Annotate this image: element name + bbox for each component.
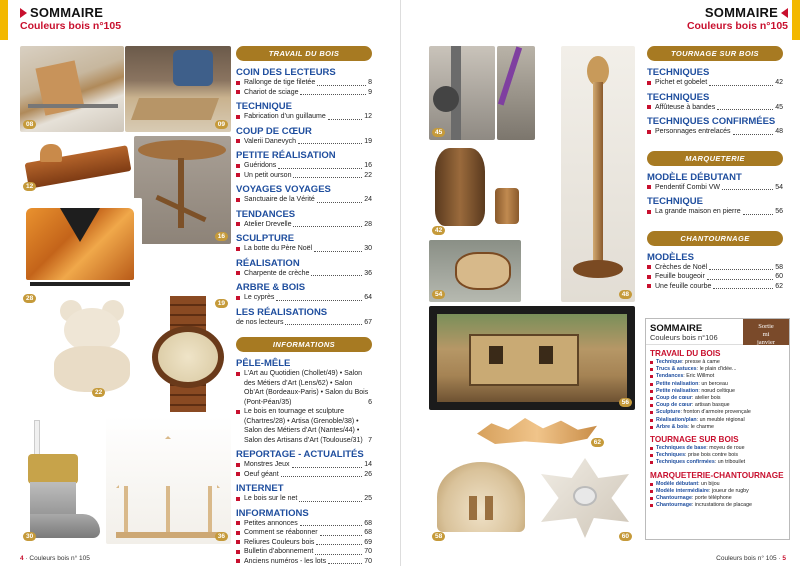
release-badge-line: Sortie (758, 323, 774, 330)
toc-group (236, 233, 372, 254)
photo-number: 48 (619, 290, 632, 299)
next-issue-item-key: Petite réalisation (656, 380, 699, 387)
toc-group (236, 258, 372, 279)
toc-entry-label: Le bois sur le net (244, 495, 298, 502)
toc-entry-label: La grande maison en pierre (655, 208, 741, 215)
next-issue-item (646, 359, 789, 366)
next-issue-item-text: : le charme (687, 423, 714, 430)
next-issue-item-key: Coup de cœur (656, 395, 692, 402)
toc-group (647, 172, 783, 193)
toc-group-title: MODÈLE DÉBUTANT (647, 171, 742, 183)
photo-number: 30 (23, 532, 36, 541)
photo-rabbet-plane (20, 136, 132, 194)
bullet-icon (650, 390, 653, 393)
toc-entry-label: Affûteuse à bandes (655, 103, 716, 111)
next-issue-item (646, 452, 789, 459)
toc-entry[interactable] (236, 269, 372, 279)
next-issue-item (646, 388, 789, 395)
photo-number: 54 (432, 290, 445, 299)
bullet-icon (650, 454, 653, 457)
toc-group-title: TECHNIQUES CONFIRMÉES (647, 116, 776, 127)
bullet-icon (650, 375, 653, 378)
toc-entry-label: de nos lecteurs (236, 318, 284, 326)
toc-entry[interactable] (236, 195, 372, 205)
next-issue-item-text: : un bijou (698, 480, 720, 487)
next-issue-item (646, 409, 789, 416)
bullet-icon (236, 296, 240, 300)
bullet-icon (650, 361, 653, 364)
photo-sawing-sled (125, 46, 231, 132)
toc-entry[interactable] (647, 78, 783, 88)
bullet-icon (647, 265, 651, 269)
toc-group-title: INFORMATIONS (236, 507, 309, 519)
toc-entry[interactable] (647, 183, 783, 193)
toc-group (236, 508, 372, 566)
toc-entry[interactable] (236, 494, 372, 504)
section-banner: TRAVAIL DU BOIS (236, 46, 372, 61)
arrow-right-icon (20, 8, 27, 18)
next-issue-item-key: Petite réalisation (656, 387, 699, 394)
toc-group-title: INTERNET (236, 483, 284, 494)
photo-number: 28 (23, 294, 36, 303)
next-issue-item-key: Tendances (656, 373, 684, 380)
next-issue-item (646, 424, 789, 431)
toc-group-title: PÊLE-MÊLE (236, 358, 291, 369)
bullet-icon (236, 271, 240, 275)
photo-santa-boot (20, 414, 104, 544)
toc-group-title: PETITE RÉALISATION (236, 150, 336, 161)
bullet-icon (236, 540, 240, 544)
next-issue-item-text: : prise bois contre bois (685, 452, 739, 459)
bullet-icon (236, 115, 240, 119)
toc-entry-label: Feuille bougeoir (655, 273, 705, 280)
toc-entry-label: Anciens numéros - les lots (244, 557, 327, 565)
bullet-icon (650, 490, 653, 493)
toc-group-title: COIN DES LECTEURS (236, 67, 336, 78)
next-issue-item (646, 417, 789, 424)
toc-group-title: COUP DE CŒUR (236, 125, 312, 137)
release-badge (743, 319, 789, 345)
toc-entry-label: Chariot de sciage (244, 88, 299, 96)
next-issue-item-text: : Eric Willmot (683, 373, 715, 380)
photo-intertwined-figures (561, 46, 635, 302)
toc-entry-page: 70 (364, 548, 372, 555)
toc-entry[interactable] (236, 547, 372, 557)
toc-entry-label: Rallonge de tige filetée (244, 79, 316, 86)
bullet-icon (647, 210, 651, 214)
photo-belt-sharpener (429, 46, 495, 140)
bullet-icon (236, 173, 240, 177)
toc-entry-page: 54 (775, 183, 783, 191)
toc-entry-page: 48 (775, 128, 783, 135)
toc-group (236, 184, 372, 205)
toc-entry-page: 26 (364, 470, 372, 478)
bullet-icon (647, 105, 651, 109)
next-issue-item (646, 495, 789, 502)
photo-number: 36 (215, 532, 228, 541)
bullet-icon (647, 81, 651, 85)
toc-group (647, 92, 783, 113)
section-banner: CHANTOURNAGE (647, 231, 783, 246)
toc-group-title: MODÈLES (647, 251, 694, 263)
next-issue-item (646, 502, 789, 509)
photo-number: 08 (23, 120, 36, 129)
page-title: SOMMAIRE (30, 5, 104, 20)
photo-teddy-bear (40, 294, 144, 400)
bullet-icon (236, 559, 240, 563)
toc-entry[interactable] (236, 519, 372, 529)
photo-number: 12 (23, 182, 36, 191)
toc-group (647, 116, 783, 137)
photo-number: 60 (619, 532, 632, 541)
photo-number: 19 (215, 299, 228, 308)
toc-group-title: RÉALISATION (236, 257, 300, 269)
toc-entry[interactable] (647, 207, 783, 217)
bullet-icon (236, 550, 240, 554)
toc-entry-page: 60 (775, 273, 783, 280)
toc-group-title: SCULPTURE (236, 233, 295, 244)
bullet-icon (236, 531, 240, 535)
next-issue-item (646, 381, 789, 388)
toc-entry-label: Pichet et gobelet (655, 79, 708, 86)
bullet-icon (236, 472, 240, 476)
toc-entry-page: 25 (364, 495, 372, 502)
toc-entry-page: 42 (775, 79, 783, 86)
toc-entry-page: 58 (775, 263, 783, 271)
toc-entry[interactable] (236, 171, 372, 181)
toc-entry-page: 16 (364, 162, 372, 169)
toc-entry[interactable] (647, 127, 783, 137)
toc-paragraph[interactable] (236, 407, 372, 445)
toc-group-title: TECHNIQUES (647, 67, 710, 78)
next-issue-item (646, 488, 789, 495)
toc-entry-page: 64 (364, 294, 372, 301)
toc-entry[interactable] (236, 220, 372, 230)
bullet-icon (650, 397, 653, 400)
next-issue-item-text: : joueur de rugby (709, 487, 749, 494)
bullet-icon (650, 383, 653, 386)
next-issue-item-text: : un tribouilet (714, 459, 746, 466)
toc-entry[interactable] (236, 78, 372, 88)
next-issue-section-title: TOURNAGE SUR BOIS (650, 435, 739, 445)
next-issue-section-title: MARQUETERIE-CHANTOURNAGE (650, 470, 784, 480)
photo-number: 42 (432, 226, 445, 235)
next-issue-item-text: : moyeu de roue (706, 445, 745, 452)
photo-nativity-frame (106, 416, 231, 544)
toc-entry[interactable] (236, 137, 372, 147)
photo-nativity-scene (429, 452, 533, 544)
toc-entry[interactable] (236, 557, 372, 566)
next-issue-item-key: Modèle intermédiaire (656, 487, 709, 494)
toc-group (236, 67, 372, 97)
footer-page-number: 5 (782, 555, 786, 562)
photo-number: 56 (619, 398, 632, 407)
toc-entry[interactable] (236, 528, 372, 538)
toc-entry[interactable] (236, 88, 372, 98)
toc-entry-label: Personnages entrelacés (655, 128, 731, 135)
toc-group (236, 150, 372, 180)
bullet-icon (236, 521, 240, 525)
toc-group (236, 209, 372, 230)
next-issue-item-text: : fronton d’armoire provençale (680, 409, 751, 416)
page-tab (0, 0, 8, 40)
toc-group-title: TECHNIQUE (647, 196, 703, 207)
toc-entry-page: 14 (364, 461, 372, 468)
footer-text: Couleurs bois n° 105 (29, 555, 90, 562)
toc-group (647, 196, 783, 217)
photo-number: 62 (591, 438, 604, 447)
page-footer: Couleurs bois n° 105 · 5 (716, 555, 786, 562)
bullet-icon (650, 419, 653, 422)
next-issue-title: SOMMAIRE (650, 323, 703, 334)
release-badge-line: mi (762, 331, 770, 338)
bullet-icon (650, 426, 653, 429)
toc-entry[interactable] (236, 244, 372, 254)
section-banner: INFORMATIONS (236, 337, 372, 352)
footer-text: Couleurs bois n° 105 (716, 555, 777, 562)
toc-entry-label: Le cyprès (244, 294, 275, 301)
toc-group-title: TENDANCES (236, 208, 296, 220)
page-subtitle: Couleurs bois n°105 (20, 20, 122, 32)
toc-entry-page: 28 (364, 220, 372, 228)
toc-group-title: ARBRE & BOIS (236, 282, 306, 293)
toc-entry-label: Crèches de Noël (655, 263, 708, 271)
toc-group (236, 483, 372, 504)
toc-paragraph-text: L’Art au Quotidien (Chollet/49) • Salon des Métiers d’Art (Lens/62) • Salon Ob’Art (Bordeaux-Paris) • Salon du Bois (Pont-Péan/35) (244, 370, 369, 406)
toc-entry[interactable] (236, 460, 372, 470)
toc-entry-label: Un petit ourson (244, 171, 292, 179)
next-issue-item-text: : nœud celtique (698, 387, 735, 394)
next-issue-subtitle: Couleurs bois n°106 (650, 333, 718, 342)
toc-right (647, 46, 783, 291)
toc-entry-label: Guéridons (244, 162, 277, 169)
next-issue-item (646, 402, 789, 409)
photo-threaded-rod (20, 46, 124, 132)
toc-entry-page: 56 (775, 208, 783, 215)
toc-entry-label: Comment se réabonner (244, 529, 318, 536)
page-subtitle: Couleurs bois n°105 (686, 20, 788, 32)
bullet-icon (650, 504, 653, 507)
toc-entry[interactable] (236, 112, 372, 122)
next-issue-header (646, 319, 789, 345)
next-issue-item-key: Sculpture (656, 409, 681, 416)
toc-entry-page: 24 (364, 196, 372, 203)
toc-entry-page: 9 (368, 88, 372, 96)
toc-entry[interactable] (236, 318, 372, 328)
bullet-icon (650, 483, 653, 486)
toc-entry-page: 70 (364, 557, 372, 565)
next-issue-item-text: : artisan basque (691, 402, 730, 409)
next-issue-item-key: Chantournage (656, 502, 692, 509)
next-issue-item (646, 445, 789, 452)
next-issue-item-key: Chantournage (656, 495, 692, 502)
toc-entry[interactable] (647, 263, 783, 273)
bullet-icon (647, 284, 651, 288)
section-banner: TOURNAGE SUR BOIS (647, 46, 783, 61)
toc-entry-page: 62 (775, 282, 783, 290)
toc-group-title: LES RÉALISATIONS (236, 306, 328, 318)
toc-entry-page: 68 (364, 519, 372, 527)
toc-entry-label: Sanctuaire de la Vérité (244, 196, 315, 203)
page-tab (792, 0, 800, 40)
toc-group (236, 126, 372, 147)
toc-entry-label: Reliures Couleurs bois (244, 538, 315, 546)
toc-entry[interactable] (647, 282, 783, 292)
photo-vw-pendant (429, 240, 521, 302)
photo-tool-detail (497, 46, 535, 140)
next-issue-item (646, 373, 789, 380)
toc-group-title: VOYAGES VOYAGES (236, 184, 331, 195)
toc-group-title: TECHNIQUES (647, 91, 710, 103)
toc-entry[interactable] (647, 272, 783, 282)
toc-entry[interactable] (236, 161, 372, 171)
toc-entry-label: Oeuf géant (244, 470, 279, 478)
bullet-icon (650, 411, 653, 414)
toc-entry-page: 7 (368, 436, 372, 444)
bullet-icon (650, 461, 653, 464)
photo-number: 09 (215, 120, 228, 129)
toc-entry-label: Monstres Jeux (244, 461, 290, 468)
photo-wooden-watch (146, 296, 231, 412)
toc-entry-page: 67 (364, 318, 372, 326)
toc-entry-label: La botte du Père Noël (244, 245, 313, 252)
section-banner: MARQUETERIE (647, 151, 783, 166)
toc-entry-page: 45 (775, 103, 783, 111)
toc-entry-page: 22 (364, 171, 372, 179)
toc-group (647, 252, 783, 292)
toc-entry[interactable] (236, 293, 372, 303)
page-title: SOMMAIRE (704, 5, 778, 20)
toc-entry[interactable] (236, 538, 372, 548)
bullet-icon (236, 372, 240, 376)
toc-entry-label: Une feuille courbe (655, 282, 712, 290)
next-issue-item-key: Modèle débutant (656, 480, 699, 487)
toc-paragraph[interactable] (236, 369, 372, 407)
next-issue-item (646, 459, 789, 466)
bullet-icon (647, 185, 651, 189)
toc-entry-page: 8 (368, 79, 372, 86)
toc-entry-page: 12 (364, 113, 372, 120)
toc-paragraph-text: Le bois en tournage et sculpture (Chartres/28) • Artisa (Grenoble/38) • Salon des Métiers d’Art (Nantes/44) • Salon des Artisans d’Art (Toulouse/31) (244, 408, 363, 444)
toc-entry-label: Charpente de crèche (244, 269, 310, 277)
toc-entry[interactable] (647, 103, 783, 113)
next-issue-item-text: : un berceau (698, 380, 728, 387)
toc-group (236, 282, 372, 303)
photo-pitcher-and-cup (429, 142, 521, 238)
next-issue-preview (645, 318, 790, 540)
photo-pedestal-table (134, 136, 231, 244)
arrow-left-icon (781, 8, 788, 18)
photo-marquetry-box (20, 198, 142, 306)
toc-entry-label: Petites annonces (244, 519, 298, 527)
bullet-icon (236, 139, 240, 143)
bullet-icon (236, 222, 240, 226)
toc-entry-label: Valerii Danevych (244, 137, 297, 145)
bullet-icon (650, 404, 653, 407)
next-issue-item (646, 395, 789, 402)
next-issue-item-key: Arbre & bois (656, 423, 688, 430)
toc-left (236, 46, 372, 566)
toc-entry-page: 19 (364, 137, 372, 145)
toc-group (236, 307, 372, 328)
toc-group (236, 101, 372, 122)
toc-entry-page: 68 (364, 529, 372, 536)
photo-number: 16 (215, 232, 228, 241)
next-issue-section-title: TRAVAIL DU BOIS (650, 349, 721, 358)
bullet-icon (236, 497, 240, 501)
bullet-icon (236, 90, 240, 94)
toc-group (647, 67, 783, 88)
next-issue-item-text: : incrustations de placage (691, 502, 752, 509)
page-footer: 4 · Couleurs bois n° 105 (20, 555, 90, 562)
next-issue-item (646, 481, 789, 488)
photo-curved-leaf (467, 412, 607, 450)
release-badge-line: janvier (756, 339, 776, 346)
next-issue-item-text: : le plain d’idée... (696, 366, 737, 373)
next-issue-item-text: : presse à came (682, 359, 720, 365)
bullet-icon (236, 198, 240, 202)
bullet-icon (236, 410, 240, 414)
bullet-icon (650, 368, 653, 371)
toc-entry-label: Bulletin d’abonnement (244, 548, 314, 555)
photo-leaf-candle-holder (535, 452, 635, 544)
next-issue-item-key: Techniques de base (656, 445, 707, 452)
next-issue-item-text: : porte téléphone (691, 495, 732, 502)
bullet-icon (236, 81, 240, 85)
next-issue-item-key: Trucs & astuces (656, 366, 697, 373)
next-issue-item (646, 366, 789, 373)
bullet-icon (236, 463, 240, 467)
photo-number: 45 (432, 128, 445, 137)
toc-group (236, 449, 372, 479)
next-issue-item-key: Coup de cœur (656, 402, 692, 409)
next-issue-item-key: Technique (656, 359, 683, 365)
next-issue-item-key: Techniques confirmées (656, 459, 715, 466)
toc-entry-page: 36 (364, 269, 372, 277)
toc-entry-page: 69 (364, 538, 372, 546)
toc-group-title: REPORTAGE - ACTUALITÉS (236, 449, 364, 460)
next-issue-item-key: Réalisation/plan (656, 416, 697, 423)
footer-page-number: 4 (20, 555, 24, 562)
bullet-icon (647, 130, 651, 134)
bullet-icon (236, 247, 240, 251)
toc-entry-page: 6 (368, 398, 372, 406)
toc-entry-label: Fabrication d’un guillaume (244, 113, 326, 120)
next-issue-item-text: : un meuble régional (696, 416, 745, 423)
bullet-icon (236, 164, 240, 168)
toc-entry-page: 30 (364, 245, 372, 252)
toc-group (236, 358, 372, 445)
toc-entry-label: Pendentif Combi VW (655, 183, 720, 191)
photo-number: 22 (92, 388, 105, 397)
next-issue-item-key: Techniques (656, 452, 686, 459)
bullet-icon (650, 497, 653, 500)
toc-entry-label: Atelier Drevelle (244, 220, 292, 228)
photo-number: 58 (432, 532, 445, 541)
toc-entry[interactable] (236, 470, 372, 480)
bullet-icon (650, 447, 653, 450)
bullet-icon (647, 275, 651, 279)
next-issue-item-text: : atelier bois (691, 395, 721, 402)
photo-stone-house-marquetry (429, 306, 635, 410)
toc-group-title: TECHNIQUE (236, 101, 292, 112)
